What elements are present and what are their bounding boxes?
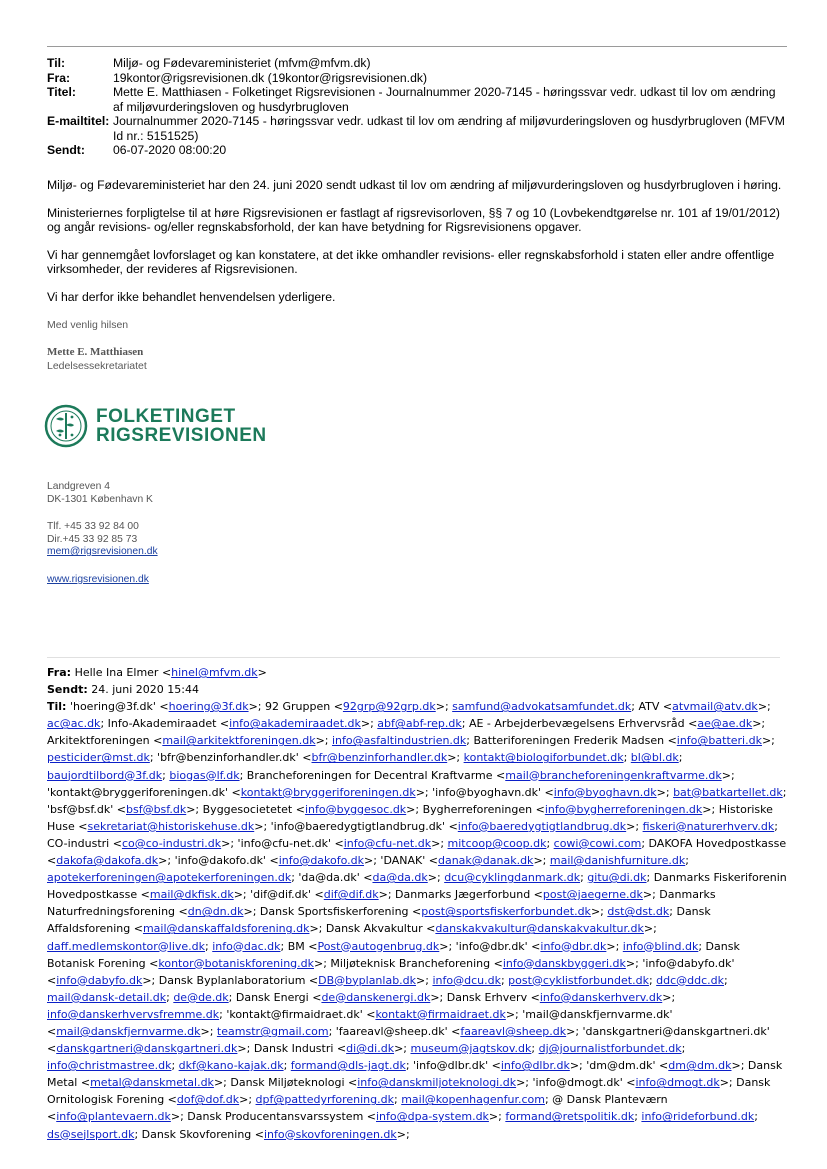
recipient-email-link[interactable]: baujordtilbord@3f.dk xyxy=(47,768,163,782)
recipient-email-link[interactable]: samfund@advokatsamfundet.dk xyxy=(452,700,632,714)
recipient-email-link[interactable]: metal@danskmetal.dk xyxy=(90,1076,214,1090)
from-row xyxy=(47,71,787,86)
recipient-separator: >; 'dif@dif.dk' < xyxy=(233,888,324,902)
recipient-email-link[interactable]: info@dcu.dk xyxy=(432,973,501,987)
recipient-email-link[interactable]: mitcoop@coop.dk xyxy=(447,836,547,850)
recipient-separator: >; xyxy=(606,939,623,953)
recipient-separator: >; Bygherreforeningen < xyxy=(406,802,545,816)
recipient-separator: ; xyxy=(283,1059,291,1073)
recipient-email-link[interactable]: mail@kopenhagenfur.com xyxy=(401,1093,545,1107)
recipient-separator: >; 'DANAK' < xyxy=(364,854,438,868)
recipient-separator: >; Danmarks Naturfredningsforening < xyxy=(47,888,716,919)
recipient-separator: >; 'info@dmogt.dk' < xyxy=(516,1076,636,1090)
address-street: Landgreven 4 xyxy=(47,481,110,492)
recipient-email-link[interactable]: info@danskmiljoteknologi.dk xyxy=(357,1076,517,1090)
recipient-separator: >; Dansk Akvakultur < xyxy=(309,922,436,936)
recipient-separator: ; 'bfr@benzinforhandler.dk' < xyxy=(149,751,312,765)
recipient-separator: >; 'danskgartneri@danskgartneri.dk' < xyxy=(47,1024,770,1056)
recipient-separator: ; xyxy=(648,973,657,987)
recipient-email-link[interactable]: bat@batkartellet.dk xyxy=(673,785,783,799)
recipient-separator: >; xyxy=(416,973,433,987)
forwarded-recipients xyxy=(47,698,787,1142)
to-label: Til: xyxy=(47,56,66,70)
recipient-separator: >; xyxy=(315,734,332,748)
recipient-separator: ; 'kontakt@firmaidraet.dk' < xyxy=(219,1007,376,1021)
recipient-separator: ; xyxy=(171,1059,179,1073)
recipient-separator: ; xyxy=(623,751,631,765)
contact-email-link[interactable]: mem@rigsrevisionen.dk xyxy=(47,546,158,558)
recipient-separator: >; Dansk Miljøteknologi < xyxy=(213,1076,358,1090)
recipient-separator: ; 'bsf@bsf.dk' < xyxy=(47,785,787,816)
recipient-separator: ; BM < xyxy=(280,939,318,953)
recipient-separator: >; xyxy=(761,734,775,748)
top-divider xyxy=(47,46,787,47)
recipient-separator: >; 'info@cfu-net.dk' < xyxy=(221,836,344,850)
recipient-email-link[interactable]: info@dpa-system.dk xyxy=(376,1110,489,1124)
recipient-email-link[interactable]: ds@sejlsport.dk xyxy=(47,1127,135,1141)
recipient-separator: ; Danmarks Fiskeriforenin Hovedpostkasse < xyxy=(47,871,787,902)
website-link[interactable]: www.rigsrevisionen.dk xyxy=(47,574,149,585)
recipient-separator: >; Dansk Sportsfiskerforening < xyxy=(243,905,422,919)
recipient-email-link[interactable]: kontakt@firmaidraet.dk xyxy=(375,1007,506,1021)
signer-department: Ledelsessekretariatet xyxy=(47,360,147,372)
body-paragraph-2: Ministeriernes forpligtelse til at høre Rigsrevisionen er fastlagt af rigsrevisorloven, §§ 7 og 10 (Lovbekendtgørelse nr. 101 af 19/01/2012) og angår revisions- og/eller regnskabsforhold, der kan have betydning for Rigsrevisionens opgaver. xyxy=(47,205,780,234)
recipient-email-link[interactable]: bsf@bsf.dk xyxy=(125,802,187,816)
recipient-email-link[interactable]: di@di.dk xyxy=(346,1042,395,1056)
recipient-email-link[interactable]: pesticider@mst.dk xyxy=(47,751,150,765)
recipient-separator: ; xyxy=(754,1110,758,1124)
recipient-separator: ; Dansk Skovforening < xyxy=(134,1127,264,1141)
recipient-email-link[interactable]: hoering@3f.dk xyxy=(168,700,249,714)
recipient-separator: ; xyxy=(580,871,588,885)
address-block xyxy=(47,481,153,506)
recipient-email-link[interactable]: info@cfu-net.dk xyxy=(343,836,432,850)
body-paragraph-4: Vi har derfor ikke behandlet henvendelsen yderligere. xyxy=(47,289,336,304)
recipient-email-link[interactable]: danak@danak.dk xyxy=(437,854,534,868)
recipient-separator: >; 'kontakt@bryggeriforeningen.dk' < xyxy=(47,768,735,799)
recipient-separator: >; xyxy=(396,1127,410,1141)
recipient-email-link[interactable]: info@danskbyggeri.dk xyxy=(502,956,626,970)
sent-label: Sendt: xyxy=(47,143,85,157)
recipient-separator: ; ATV < xyxy=(631,700,673,714)
recipient-email-link[interactable]: 92grp@92grp.dk xyxy=(342,700,436,714)
recipient-email-link[interactable]: bl@bl.dk xyxy=(630,751,679,765)
recipient-separator: >; xyxy=(488,1110,506,1124)
recipient-email-link[interactable]: teamstr@gmail.com xyxy=(216,1024,329,1038)
body-paragraph-3: Vi har gennemgået lovforslaget og kan konstatere, at det ikke omhandler revisions- eller regnskabsforhold i staten eller andre offentlige virksomheder, der revideres af Rigsrevisionen. xyxy=(47,247,775,276)
recipient-separator: ; Dansk Energi < xyxy=(228,990,322,1004)
recipient-email-link[interactable]: info@asfaltindustrien.dk xyxy=(332,734,467,748)
forwarded-sent-label: Sendt: xyxy=(47,683,88,697)
recipient-separator: ; xyxy=(724,973,728,987)
forwarded-from-row: Fra: Helle Ina Elmer <hinel@mfvm.dk> xyxy=(47,666,267,679)
recipient-separator: >; xyxy=(394,1042,411,1056)
forward-separator xyxy=(47,657,780,658)
sent-row xyxy=(47,143,787,158)
recipient-email-link[interactable]: info@dmogt.dk xyxy=(635,1076,720,1090)
recipient-separator: >; Danmarks Jægerforbund < xyxy=(378,888,543,902)
recipient-separator: >; 'info@dbr.dk' < xyxy=(439,939,541,953)
forwarded-from-email[interactable]: hinel@mfvm.dk xyxy=(171,666,258,679)
from-label: Fra: xyxy=(47,70,71,85)
recipient-email-link[interactable]: dakofa@dakofa.dk xyxy=(56,854,159,868)
recipient-email-link[interactable]: faareavl@sheep.dk xyxy=(460,1024,567,1038)
recipient-email-link[interactable]: info@danskerhvervsfremme.dk xyxy=(47,1007,220,1021)
recipient-email-link[interactable]: info@blind.dk xyxy=(622,939,699,953)
recipient-email-link[interactable]: apotekerforeningen@apotekerforeningen.dk xyxy=(47,871,292,885)
title-value: Mette E. Matthiasen - Folketinget Rigsrevisionen - Journalnummer 2020-7145 - høringssvar vedr. udkast til lov om ændring af miljøvurderingsloven og husdyrbrugloven xyxy=(113,85,776,114)
recipient-email-link[interactable]: de@danskenergi.dk xyxy=(321,990,431,1004)
recipient-email-link[interactable]: ac@ac.dk xyxy=(47,717,101,731)
forwarded-sent-value: 24. juni 2020 15:44 xyxy=(91,683,199,697)
recipient-email-link[interactable]: info@dac.dk xyxy=(212,939,281,953)
recipient-email-link[interactable]: info@byoghavn.dk xyxy=(553,785,657,799)
recipient-email-link[interactable]: mail@danishfurniture.dk xyxy=(549,854,686,868)
recipient-separator: >; xyxy=(533,854,550,868)
forwarded-from-name: Helle Ina Elmer < xyxy=(74,666,172,679)
recipient-email-link[interactable]: formand@dls-jagt.dk xyxy=(290,1059,406,1073)
recipient-email-link[interactable]: museum@jagtskov.dk xyxy=(410,1042,532,1056)
recipient-email-link[interactable]: info@dlbr.dk xyxy=(500,1059,570,1073)
recipient-separator: >; xyxy=(643,922,657,936)
recipient-separator: ; xyxy=(500,973,509,987)
recipient-separator: ; xyxy=(162,768,170,782)
recipient-email-link[interactable]: kontor@botaniskforening.dk xyxy=(158,956,314,970)
recipient-email-link[interactable]: info@baeredygtigtlandbrug.dk xyxy=(457,819,627,833)
recipient-separator: >; xyxy=(239,1093,256,1107)
recipient-email-link[interactable]: cowi@cowi.com xyxy=(553,836,642,850)
recipient-email-link[interactable]: DB@byplanlab.dk xyxy=(318,973,417,987)
email-title-row xyxy=(47,114,787,143)
forwarded-message xyxy=(47,664,787,1143)
recipient-separator: >; xyxy=(435,700,453,714)
recipient-email-link[interactable]: dm@dm.dk xyxy=(668,1059,732,1073)
recipient-email-link[interactable]: dn@dn.dk xyxy=(187,905,244,919)
recipient-email-link[interactable]: dof@dof.dk xyxy=(176,1093,240,1107)
recipient-email-link[interactable]: dst@dst.dk xyxy=(607,905,670,919)
body-paragraph-1: Miljø- og Fødevareministeriet har den 24. juni 2020 sendt udkast til lov om ændring af miljøvurderingsloven og husdyrbrugloven i høring. xyxy=(47,178,782,192)
recipient-separator: >; xyxy=(626,819,643,833)
recipient-separator: ; xyxy=(678,751,683,765)
recipient-separator: ; 'da@da.dk' < xyxy=(291,871,373,885)
recipient-email-link[interactable]: info@dabyfo.dk xyxy=(56,973,143,987)
recipient-separator: ; @ Dansk Planteværn < xyxy=(47,1093,668,1124)
recipient-email-link[interactable]: formand@retspolitik.dk xyxy=(505,1110,635,1124)
recipient-separator: >; Miljøteknisk Brancheforening < xyxy=(314,956,503,970)
email-body xyxy=(47,178,787,317)
recipient-separator: >; Arkitektforeningen < xyxy=(47,717,766,748)
recipient-separator: >; xyxy=(360,717,378,731)
recipient-separator: >; Dansk Industri < xyxy=(237,1042,347,1056)
recipient-separator: ; Batteriforeningen Frederik Madsen < xyxy=(466,734,677,748)
email-header xyxy=(47,56,787,158)
recipient-separator: ; Brancheforeningen for Decentral Kraftvarme < xyxy=(239,768,506,782)
to-value: Miljø- og Fødevareministeriet (mfvm@mfvm.dk) xyxy=(113,56,371,70)
recipient-separator: >; 92 Gruppen < xyxy=(248,700,343,714)
greeting: Med venlig hilsen xyxy=(47,319,129,331)
recipient-separator: ; Dansk Affaldsforening < xyxy=(47,905,711,936)
recipient-email-link[interactable]: atvmail@atv.dk xyxy=(672,700,758,714)
logo-line-2: RIGSREVISIONEN xyxy=(96,425,267,446)
recipient-separator: >; 'info@dabyfo.dk' < xyxy=(47,956,735,987)
recipient-email-link[interactable]: kontakt@biologiforbundet.dk xyxy=(463,751,624,765)
recipient-email-link[interactable]: abf@abf-rep.dk xyxy=(377,717,462,731)
logo-line-1: FOLKETINGET xyxy=(96,406,236,427)
forwarded-sent-row xyxy=(47,681,787,698)
recipient-email-link[interactable]: mail@dansk-detail.dk xyxy=(47,990,167,1004)
recipient-email-link[interactable]: info@danskerhverv.dk xyxy=(539,990,663,1004)
recipient-email-link[interactable]: mail@arkitektforeningen.dk xyxy=(162,734,316,748)
email-title-label: E-mailtitel: xyxy=(47,114,110,128)
recipient-separator: ; xyxy=(393,1093,402,1107)
recipient-email-link[interactable]: info@batteri.dk xyxy=(676,734,762,748)
recipient-separator: ; xyxy=(531,1042,539,1056)
recipient-separator: >; xyxy=(427,871,445,885)
recipient-email-link[interactable]: info@byggesoc.dk xyxy=(304,802,407,816)
title-row xyxy=(47,85,787,114)
forwarded-from-label: Fra: xyxy=(47,666,72,679)
address-city: DK-1301 København K xyxy=(47,493,153,505)
recipient-email-link[interactable]: ddc@ddc.dk xyxy=(656,973,725,987)
recipient-email-link[interactable]: ae@ae.dk xyxy=(697,717,753,731)
recipient-separator: ; xyxy=(166,990,174,1004)
recipient-separator: >; xyxy=(431,836,448,850)
recipient-text: 'hoering@3f.dk' < xyxy=(69,700,169,714)
from-value: 19kontor@rigsrevisionen.dk (19kontor@rigsrevisionen.dk) xyxy=(113,70,428,85)
sent-value: 06-07-2020 08:00:20 xyxy=(113,143,227,157)
recipient-separator: >; 'dm@dm.dk' < xyxy=(569,1059,669,1073)
recipient-email-link[interactable]: info@dbr.dk xyxy=(540,939,607,953)
recipient-separator: ; xyxy=(681,1042,686,1056)
recipient-email-link[interactable]: sekretariat@historiskehuse.dk xyxy=(87,819,255,833)
recipient-separator: ; xyxy=(634,1110,642,1124)
recipient-email-link[interactable]: mail@dkfisk.dk xyxy=(149,888,234,902)
recipient-email-link[interactable]: info@bygherreforeningen.dk xyxy=(544,802,703,816)
recipient-email-link[interactable]: co@co-industri.dk xyxy=(121,836,222,850)
recipient-email-link[interactable]: info@plantevaern.dk xyxy=(56,1110,171,1124)
recipient-email-link[interactable]: danskakvakultur@danskakvakultur.dk xyxy=(435,922,644,936)
recipient-email-link[interactable]: fiskeri@naturerhverv.dk xyxy=(642,819,775,833)
recipient-separator: >; Byggesocietetet < xyxy=(186,802,305,816)
title-label: Titel: xyxy=(47,85,76,99)
recipient-email-link[interactable]: post@cyklistforbundet.dk xyxy=(508,973,649,987)
recipient-separator: ; xyxy=(685,854,689,868)
recipient-email-link[interactable]: dkf@kano-kajak.dk xyxy=(178,1059,284,1073)
recipient-email-link[interactable]: kontakt@bryggeriforeningen.dk xyxy=(240,785,416,799)
recipient-email-link[interactable]: de@de.dk xyxy=(173,990,229,1004)
recipient-separator: >; xyxy=(447,751,464,765)
recipient-separator: ; 'info@dlbr.dk' < xyxy=(405,1059,501,1073)
recipient-email-link[interactable]: dcu@cyklingdanmark.dk xyxy=(444,871,581,885)
recipient-separator: >; Dansk Byplanlaboratorium < xyxy=(142,973,319,987)
forwarded-to-label: Til: xyxy=(47,700,67,714)
recipient-email-link[interactable]: bfr@benzinforhandler.dk xyxy=(311,751,448,765)
contact-block xyxy=(47,521,158,559)
direct-phone: Dir.+45 33 92 85 73 xyxy=(47,533,138,545)
email-title-value: Journalnummer 2020-7145 - høringssvar vedr. udkast til lov om ændring af miljøvurderingsloven og husdyrbrugloven (MFVM Id nr.: 5151525) xyxy=(113,114,785,143)
recipient-separator: >; xyxy=(656,785,674,799)
recipient-separator: >; xyxy=(662,990,676,1004)
logo-text xyxy=(96,407,267,445)
recipient-email-link[interactable]: post@sportsfiskerforbundet.dk xyxy=(421,905,591,919)
recipient-separator: ; CO-industri < xyxy=(47,819,778,850)
recipient-separator: ; xyxy=(205,939,213,953)
recipient-email-link[interactable]: da@da.dk xyxy=(372,871,428,885)
recipient-separator: ; 'faareavl@sheep.dk' < xyxy=(328,1024,461,1038)
recipient-email-link[interactable]: post@jaegerne.dk xyxy=(542,888,643,902)
recipient-email-link[interactable]: dj@journalistforbundet.dk xyxy=(538,1042,682,1056)
coat-of-arms-icon xyxy=(44,404,88,448)
recipient-separator: >; Dansk Producentansvarssystem < xyxy=(170,1110,376,1124)
recipient-separator: >; 'info@dakofo.dk' < xyxy=(158,854,279,868)
recipient-email-link[interactable]: daff.medlemskontor@live.dk xyxy=(47,939,206,953)
recipient-email-link[interactable]: mail@danskaffaldsforening.dk xyxy=(142,922,310,936)
recipient-separator: >; 'info@baeredygtigtlandbrug.dk' < xyxy=(254,819,458,833)
recipient-separator: >; 'mail@danskfjernvarme.dk' < xyxy=(47,1007,673,1038)
recipient-separator: >; xyxy=(590,905,608,919)
folketinget-logo xyxy=(44,402,284,450)
recipient-separator: >; 'info@byoghavn.dk' < xyxy=(415,785,554,799)
recipient-separator: ; xyxy=(546,836,554,850)
recipient-email-link[interactable]: info@christmastree.dk xyxy=(47,1059,172,1073)
to-row xyxy=(47,56,787,71)
recipient-email-link[interactable]: info@rideforbund.dk xyxy=(641,1110,755,1124)
recipient-separator: >; xyxy=(200,1024,217,1038)
phone: Tlf. +45 33 92 84 00 xyxy=(47,521,139,532)
recipient-separator: >; xyxy=(757,700,771,714)
recipient-email-link[interactable]: dpf@pattedyrforening.dk xyxy=(255,1093,394,1107)
recipient-email-link[interactable]: info@skovforeningen.dk xyxy=(263,1127,397,1141)
recipient-separator: ; Dansk Botanisk Forening < xyxy=(47,939,740,970)
recipient-email-link[interactable]: gitu@di.dk xyxy=(587,871,647,885)
recipient-email-link[interactable]: info@akademiraadet.dk xyxy=(229,717,361,731)
recipient-separator: >; Historiske Huse < xyxy=(47,802,773,833)
recipient-email-link[interactable]: danskgartneri@danskgartneri.dk xyxy=(56,1042,238,1056)
recipient-separator: >; Dansk Metal < xyxy=(47,1059,783,1090)
recipient-separator: ; Info-Akademiraadet < xyxy=(100,717,230,731)
recipient-email-link[interactable]: biogas@lf.dk xyxy=(169,768,240,782)
recipient-email-link[interactable]: mail@danskfjernvarme.dk xyxy=(56,1024,201,1038)
recipient-separator: ; AE - Arbejderbevægelsens Erhvervsråd < xyxy=(461,717,698,731)
recipient-separator: >; Dansk Ornitologisk Forening < xyxy=(47,1076,771,1107)
recipient-email-link[interactable]: dif@dif.dk xyxy=(323,888,379,902)
recipient-email-link[interactable]: mail@brancheforeningenkraftvarme.dk xyxy=(505,768,722,782)
recipient-email-link[interactable]: Post@autogenbrug.dk xyxy=(317,939,440,953)
recipient-email-link[interactable]: info@dakofo.dk xyxy=(278,854,365,868)
signer-name: Mette E. Matthiasen xyxy=(47,346,144,358)
recipient-separator: >; Dansk Erhverv < xyxy=(430,990,540,1004)
recipient-separator: ; DAKOFA Hovedpostkasse < xyxy=(47,836,787,868)
